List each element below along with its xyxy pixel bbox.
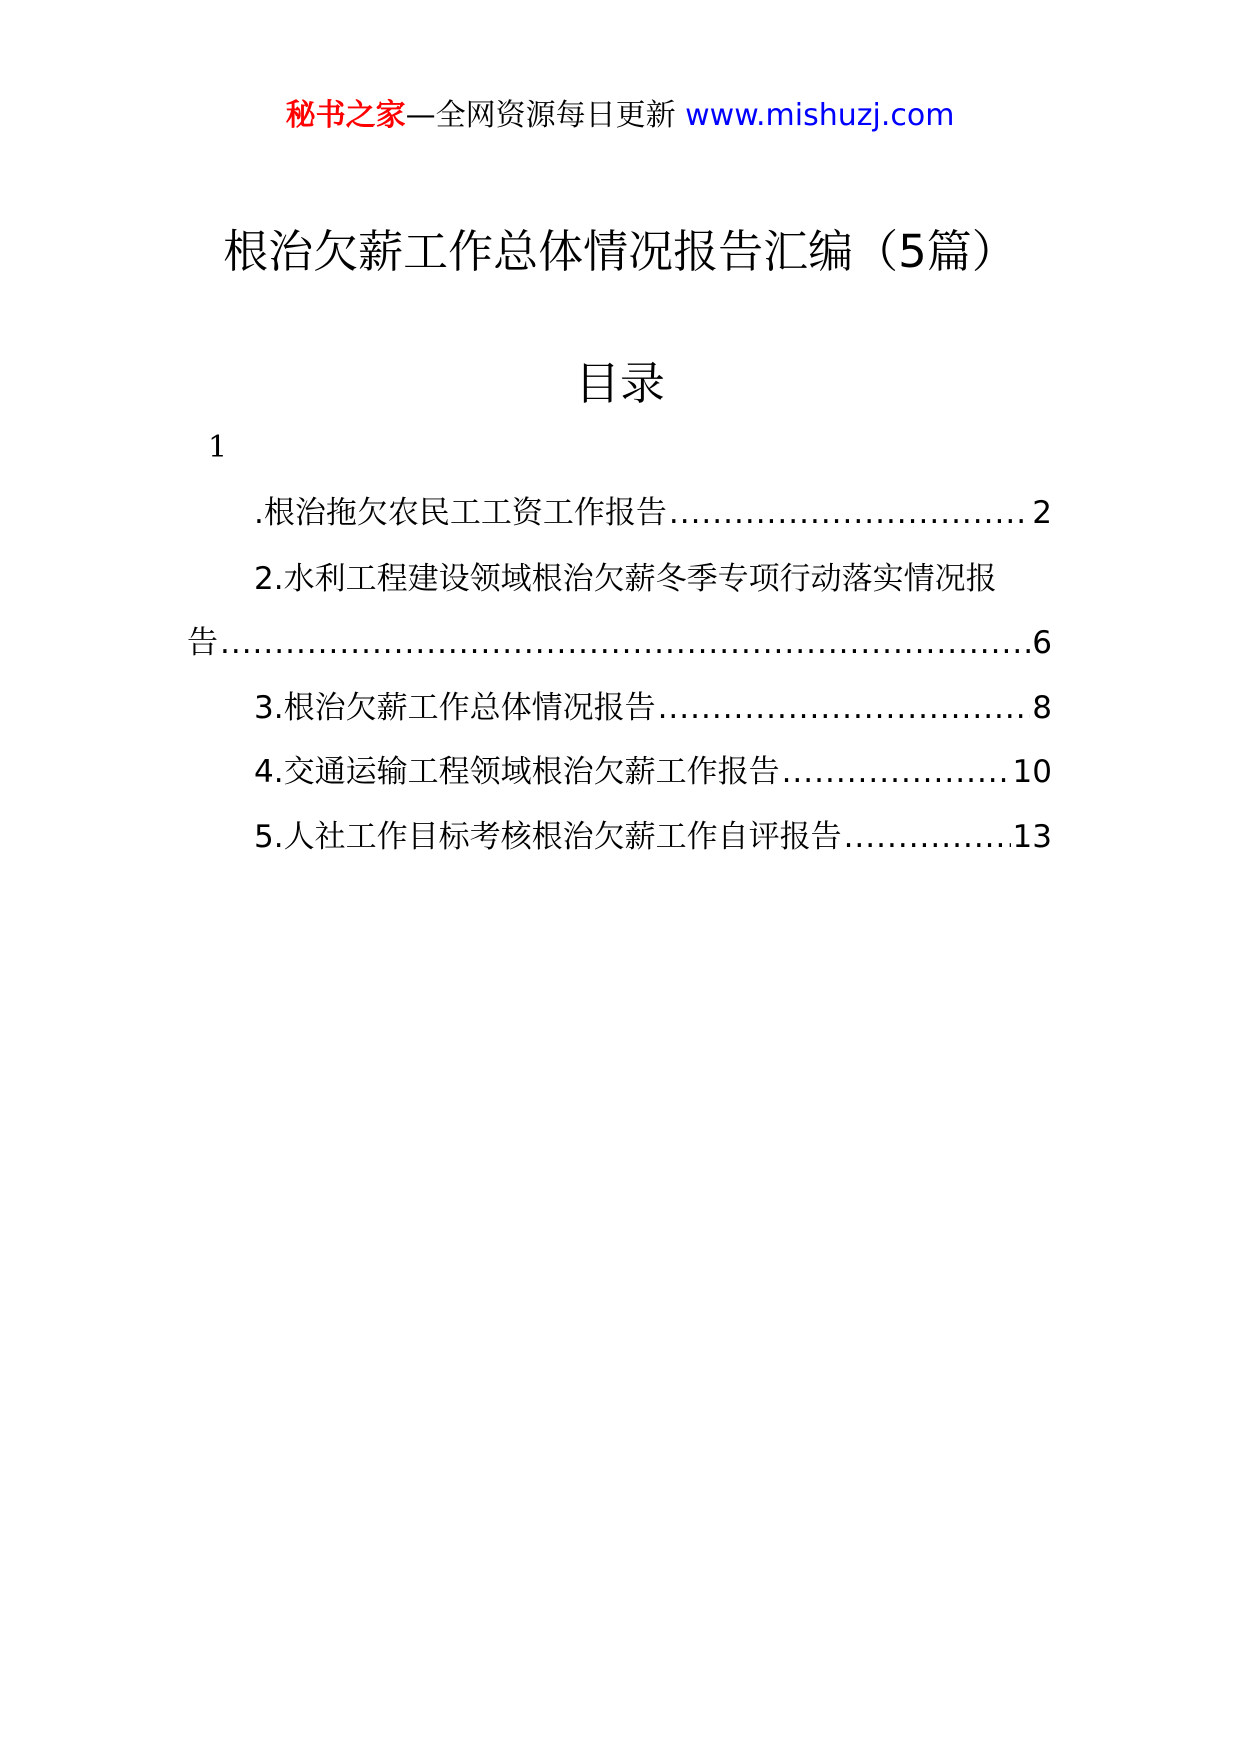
toc-entry-label: 3.根治欠薪工作总体情况报告 xyxy=(254,690,656,726)
toc-entry-page: 8 xyxy=(1032,690,1052,726)
toc-dot-leader xyxy=(782,749,1011,795)
toc-entry-page: 13 xyxy=(1012,819,1052,855)
site-header xyxy=(0,96,1240,136)
toc-entry-page: 6 xyxy=(1032,625,1052,661)
toc-dot-leader xyxy=(220,620,1030,666)
site-url-link[interactable]: www.mishuzj.com xyxy=(685,98,955,133)
toc-heading: 目录 xyxy=(574,357,665,410)
toc-entry-4[interactable] xyxy=(254,749,1052,795)
toc-entry-label: 4.交通运输工程领域根治欠薪工作报告 xyxy=(254,754,780,790)
toc-entry-page: 2 xyxy=(1032,495,1052,531)
document-title: 根治欠薪工作总体情况报告汇编（5篇） xyxy=(223,225,1017,278)
toc-stray-number: 1 xyxy=(208,430,228,465)
toc-entry-label: 告 xyxy=(187,625,218,661)
toc-entry-2[interactable] xyxy=(187,620,1052,666)
toc-entry-label: .根治拖欠农民工工资工作报告 xyxy=(254,495,667,531)
toc-dot-leader xyxy=(844,814,1011,860)
toc-entry-1[interactable] xyxy=(254,490,1052,536)
toc-dot-leader xyxy=(669,490,1030,536)
toc-entry-page: 10 xyxy=(1012,754,1052,790)
toc-entry-5[interactable] xyxy=(254,814,1052,860)
toc-entry-label: 5.人社工作目标考核根治欠薪工作自评报告 xyxy=(254,819,842,855)
toc-dot-leader xyxy=(658,685,1031,731)
toc-entry-2-first-line[interactable]: 2.水利工程建设领域根治欠薪冬季专项行动落实情况报 xyxy=(254,561,997,597)
brand-name: 秘书之家 xyxy=(285,98,406,133)
toc-entry-3[interactable] xyxy=(254,685,1052,731)
header-slogan: —全网资源每日更新 xyxy=(405,98,686,133)
